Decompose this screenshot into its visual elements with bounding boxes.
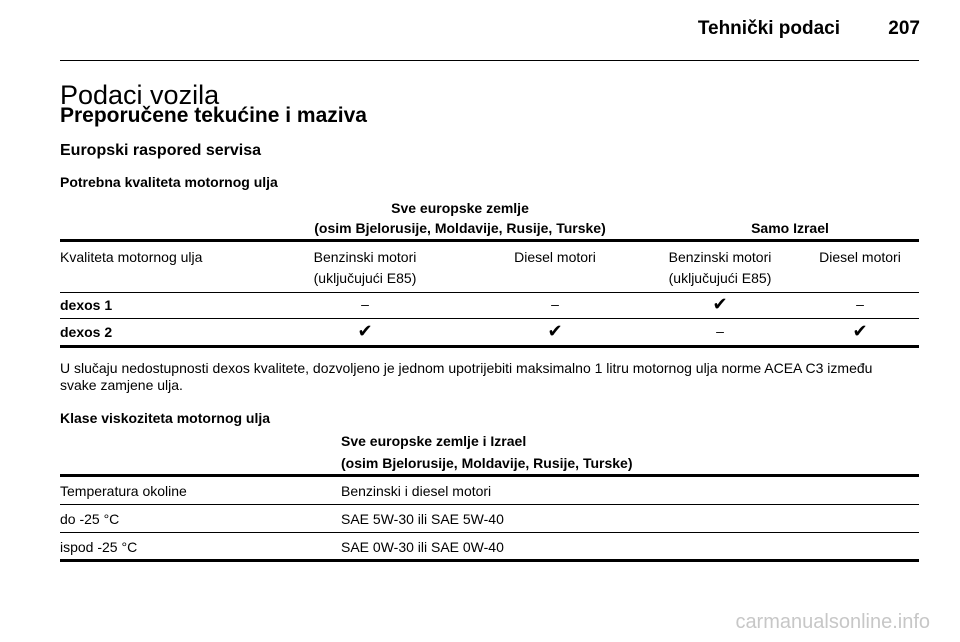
group-europe-line1: Sve europske zemlje [391, 200, 529, 216]
section-heading: Europski raspored servisa [60, 142, 261, 159]
col-header-petrol-il: Benzinski motori [668, 249, 772, 265]
viscosity-group-line1: Sve europske zemlje i Izrael [341, 433, 527, 449]
page-subtitle: Preporučene tekućine i maziva [60, 104, 367, 127]
table-rule [60, 532, 919, 533]
row-label-dexos2: dexos 2 [60, 324, 113, 340]
col-header-diesel-eu: Diesel motori [514, 249, 596, 265]
check-icon: ✔ [357, 321, 373, 341]
cell-dash: – [716, 323, 724, 339]
group-israel: Samo Izrael [751, 220, 829, 236]
viscosity-heading: Klase viskoziteta motornog ulja [60, 410, 271, 426]
header-divider [60, 60, 919, 61]
check-icon: ✔ [712, 294, 728, 314]
table-rule [60, 504, 919, 505]
col-header-petrol-il-note: (uključujući E85) [668, 270, 772, 286]
check-icon: ✔ [547, 321, 563, 341]
cell-dash: – [551, 296, 559, 312]
cell-dash: – [361, 296, 369, 312]
table-rule [60, 474, 919, 477]
cell-dash: – [856, 296, 864, 312]
viscosity-row-temp: do -25 °C [60, 511, 120, 527]
col-header-temperature: Temperatura okoline [60, 483, 187, 499]
col-header-diesel-il: Diesel motori [819, 249, 901, 265]
group-europe-line2: (osim Bjelorusije, Moldavije, Rusije, Turske) [314, 220, 606, 236]
table-rule [60, 318, 919, 319]
table-rule [60, 345, 919, 348]
table-rule [60, 559, 919, 562]
note-paragraph: U slučaju nedostupnosti dexos kvalitete, dozvoljeno je jednom upotrijebiti maksimalno 1 litru motornog ulja norme ACEA C3 između svake zamjene ulja. [60, 360, 873, 393]
col-header-engines: Benzinski i diesel motori [341, 483, 492, 499]
table-rule [60, 239, 919, 242]
watermark: carmanualsonline.info [735, 611, 930, 633]
row-label-dexos1: dexos 1 [60, 297, 113, 313]
viscosity-row-value: SAE 5W-30 ili SAE 5W-40 [341, 511, 504, 527]
running-header-title: Tehnički podaci [697, 18, 840, 39]
table-rule [60, 292, 919, 293]
check-icon: ✔ [852, 321, 868, 341]
viscosity-group-line2: (osim Bjelorusije, Moldavije, Rusije, Turske) [341, 455, 633, 471]
oil-quality-heading: Potrebna kvaliteta motornog ulja [60, 174, 278, 190]
viscosity-row-temp: ispod -25 °C [60, 539, 138, 555]
col-header-petrol-eu-note: (uključujući E85) [313, 270, 417, 286]
viscosity-row-value: SAE 0W-30 ili SAE 0W-40 [341, 539, 504, 555]
col-header-quality: Kvaliteta motornog ulja [60, 249, 203, 265]
col-header-petrol-eu: Benzinski motori [313, 249, 417, 265]
page-number: 207 [888, 18, 920, 39]
page-title: Podaci vozila [60, 80, 220, 110]
